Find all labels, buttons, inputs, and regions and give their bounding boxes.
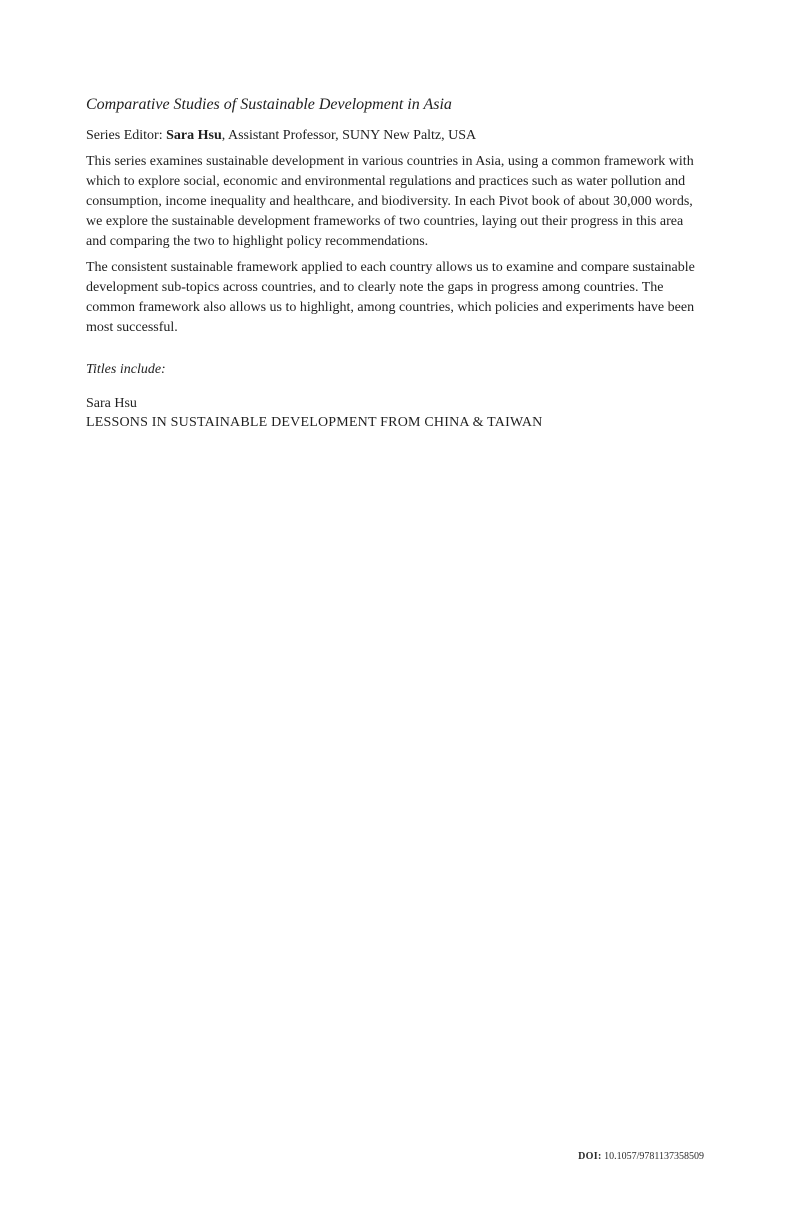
series-editor-line (86, 126, 706, 146)
doi-value: 10.1057/9781137358509 (601, 1151, 704, 1162)
series-title: Comparative Studies of Sustainable Development in Asia (86, 96, 452, 113)
title-name: LESSONS IN SUSTAINABLE DEVELOPMENT FROM CHINA & TAIWAN (86, 415, 543, 430)
editor-name: Sara Hsu (166, 128, 222, 143)
doi-footer (578, 1151, 704, 1163)
doi-label: DOI: (578, 1151, 602, 1162)
editor-affiliation: , Assistant Professor, SUNY New Paltz, USA (221, 128, 477, 143)
titles-include-label: Titles include: (86, 362, 166, 377)
title-author: Sara Hsu (86, 396, 137, 411)
title-list-item (86, 394, 706, 432)
editor-prefix: Series Editor: (86, 128, 167, 143)
series-content (86, 94, 706, 432)
series-description-paragraph: This series examines sustainable development in various countries in Asia, using a common framework with which to explore social, economic and environmental regulations and practices such as water pollution and consumption, income inequality and healthcare, and biodiversity. In each Pivot book of about 30,000 words, we explore the sustainable development frameworks of two countries, laying out their progress in this area and comparing the two to highlight policy recommendations. (86, 154, 694, 249)
series-framework-paragraph: The consistent sustainable framework applied to each country allows us to examine and compare sustainable development sub-topics across countries, and to clearly note the gaps in progress among countries. The common framework also allows us to highlight, among countries, which policies and experiments have been most successful. (86, 260, 695, 335)
